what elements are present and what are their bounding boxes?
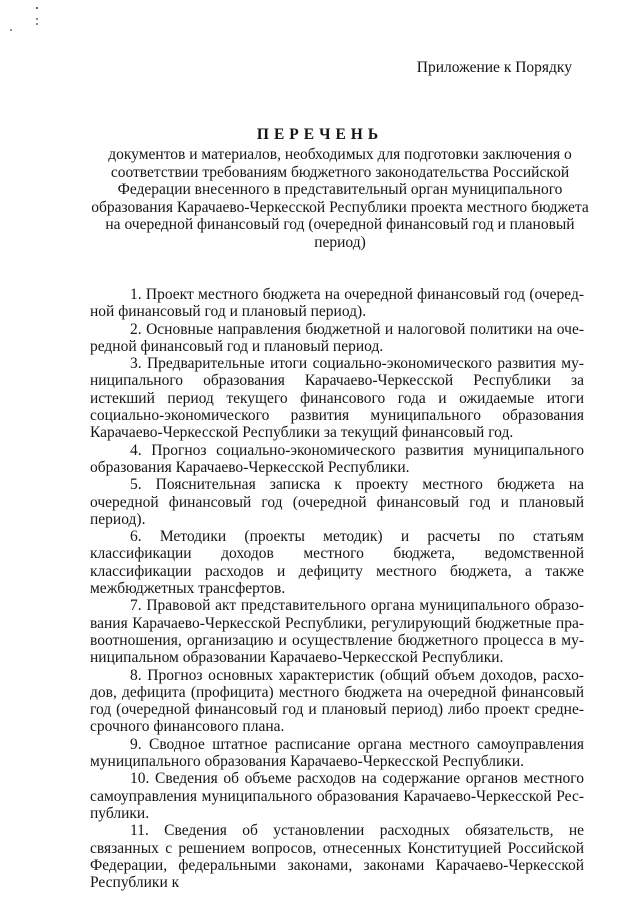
scan-specks — [10, 6, 50, 36]
list-item: 10. Сведения об объеме расходов на содержание органов местного самоуправления муниципального образования Карачаево-Черкесской Республики. — [90, 770, 584, 822]
items-list — [90, 286, 584, 891]
document-title: ПЕРЕЧЕНЬ — [256, 126, 384, 143]
list-item: 2. Основные направления бюджетной и налоговой политики на очередной финансовый год и плановый период. — [90, 320, 584, 355]
appendix-label: Приложение к Порядку — [416, 59, 572, 76]
list-item: 7. Правовой акт представительного органа муниципального образования Карачаево-Черкесской Республики, регулирующий бюджетные правоотношения, организацию и осуществление бюджетного процесса в муниципальном образовании Карачаево-Черкесской Республики. — [90, 597, 584, 667]
list-item: 4. Прогноз социально-экономического развития муниципального образования Карачаево-Черкесской Республики. — [90, 441, 584, 476]
list-item: 6. Методики (проекты методик) и расчеты по статьям классификации доходов местного бюджета, ведомственной классификации расходов и дефициту местного бюджета, а также межбюджетных трансфертов. — [90, 528, 584, 598]
list-item: 3. Предварительные итоги социально-экономического развития муниципального образования Карачаево-Черкесской Республики за истекший период текущего финансового года и ожидаемые итоги социально-экономического развития муниципального образования Карачаево-Черкесской Республики за текущий финансовый год. — [90, 355, 584, 442]
list-item: 8. Прогноз основных характеристик (общий объем доходов, расходов, дефицита (профицита) местного бюджета на очередной финансовый год (очередной финансовый год и плановый период) либо проект среднесрочного финансового плана. — [90, 666, 584, 736]
list-item: 9. Сводное штатное расписание органа местного самоуправления муниципального образования Карачаево-Черкесской Республики. — [90, 735, 584, 771]
list-item: 1. Проект местного бюджета на очередной финансовый год (очередной финансовый год и плановый период). — [90, 286, 584, 321]
document-subtitle: документов и материалов, необходимых для подготовки заключения о соответствии требованиям бюджетного законодательства Российской Федерации внесенного в представительный орган муниципального образования Карачаево-Черкесской Республики проекта местного бюджета на очередной финансовый год (очередной финансовый год и плановый период) — [91, 146, 589, 251]
list-item: 11. Сведения об установлении расходных обязательств, не связанных с решением вопросов, отнесенных Конституцией Российской Федерации, федеральными законами, законами Карачаево-Черкесской Республики к — [90, 822, 584, 892]
list-item: 5. Пояснительная записка к проекту местного бюджета на очередной финансовый год (очередной финансовый год и плановый период). — [90, 476, 584, 528]
